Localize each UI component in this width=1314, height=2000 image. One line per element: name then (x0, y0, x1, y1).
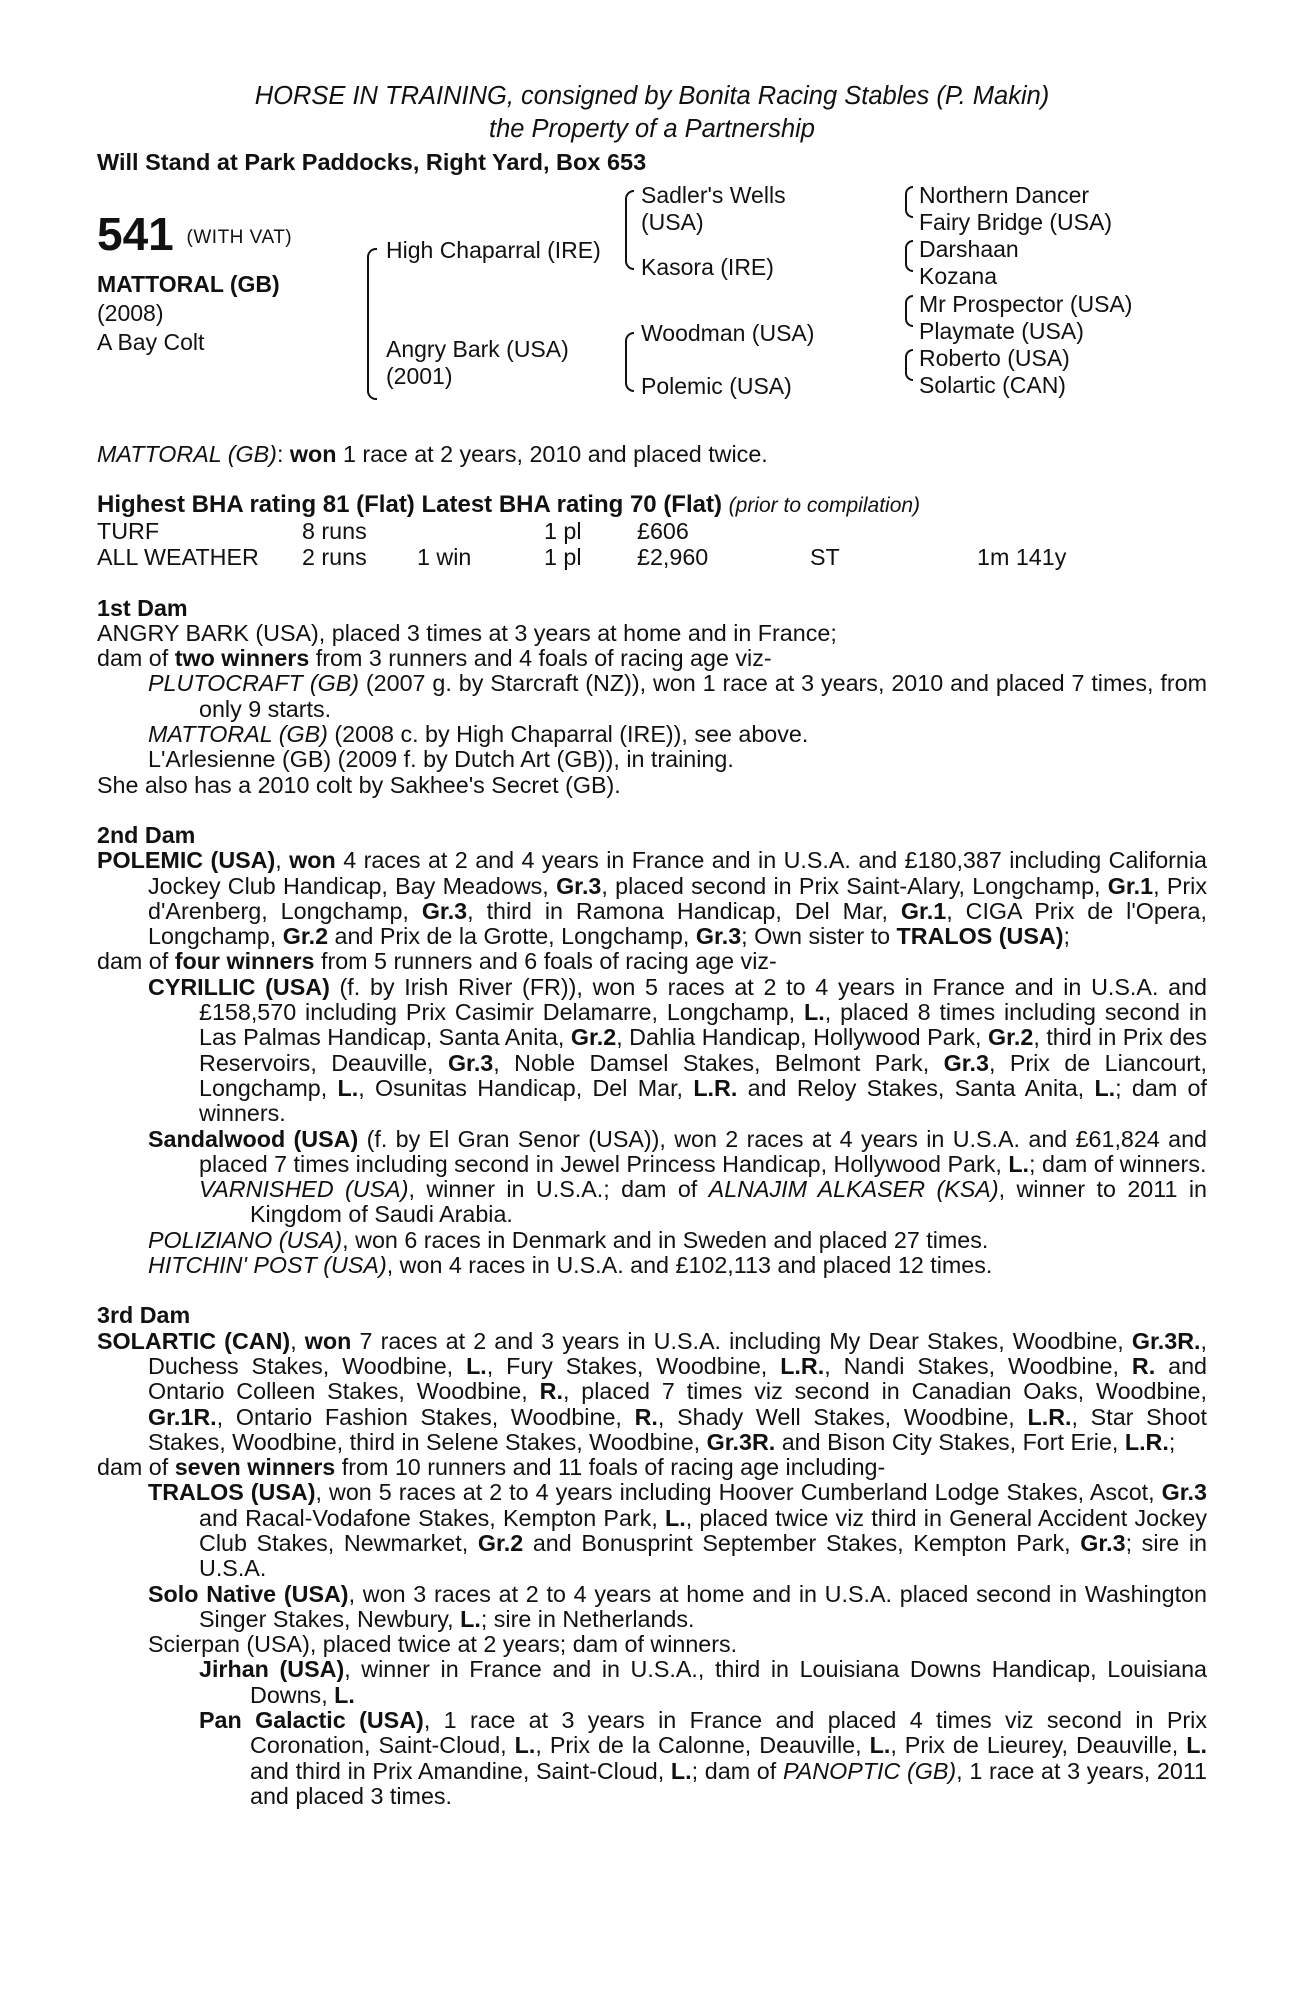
second-dam-foal-poliziano: POLIZIANO (USA), won 6 races in Denmark and in Sweden and placed 27 times. (148, 1226, 989, 1253)
pedigree-bracket-g2 (905, 240, 913, 272)
third-dam-foal-scierpan: Scierpan (USA), placed twice at 2 years; dam of winners. (148, 1631, 738, 1658)
dam-name: Angry Bark (USA) (386, 336, 569, 362)
ggsire-1: Northern Dancer (919, 182, 1090, 208)
pedigree-bracket-dam (625, 332, 634, 392)
bha-rating: Highest BHA rating 81 (Flat) Latest BHA rating 70 (Flat) (prior to compilation) (97, 491, 921, 519)
first-dam-intro: ANGRY BARK (USA), placed 3 times at 3 years at home and in France; (97, 619, 837, 646)
second-dam-foal-cyrillic: CYRILLIC (USA) (f. by Irish River (FR)), won 5 races at 2 to 4 years in France and in U.S.A. and £158,570 including Prix Casimir Delamarre, Longchamp, L., placed 8 times including second in Las Palmas Handicap, Santa Anita, Gr.2, Dahlia Handicap, Hollywood Park, Gr.2, third in Prix des Reservoirs, Deauville, Gr.3, Noble Damsel Stakes, Belmont Park, Gr.3, Prix de Liancourt, Longchamp, L., Osunitas Handicap, Del Mar, L.R. and Reloy Stakes, Santa Anita, L.; dam of winners. (148, 973, 1207, 1127)
ggsire-2: Darshaan (919, 236, 1019, 262)
sire-sire-line2: (USA) (641, 209, 704, 235)
horse-description: A Bay Colt (97, 328, 205, 355)
lot-number: 541 (WITH VAT) (97, 208, 293, 260)
first-dam-foal-plutocraft: PLUTOCRAFT (GB) (2007 g. by Starcraft (NZ)), won 1 race at 3 years, 2010 and placed 7 times, from only 9 starts. (148, 670, 1207, 722)
ggsire-4: Roberto (USA) (919, 345, 1070, 371)
sire-name: High Chaparral (IRE) (386, 237, 601, 263)
ggdam-3: Playmate (USA) (919, 318, 1084, 344)
pedigree-bracket-sire (625, 190, 634, 270)
sire-dam-name: Kasora (IRE) (641, 254, 774, 280)
third-dam-grandfoal-pan-galactic: Pan Galactic (USA), 1 race at 3 years in France and placed 4 times viz second in Prix Coronation, Saint-Cloud, L., Prix de la Calonne, Deauville, L., Prix de Lieurey, Deauville, L. and third in Prix Amandine, Saint-Cloud, L.; dam of PANOPTIC (GB), 1 race at 3 years, 2011 and placed 3 times. (199, 1707, 1208, 1809)
third-dam-foal-solo-native: Solo Native (USA), won 3 races at 2 to 4 years at home and in U.S.A. placed second in Washington Singer Stakes, Newbury, L.; sire in Netherlands. (148, 1580, 1208, 1632)
dam-year: (2001) (386, 363, 453, 389)
dam-dam-name: Polemic (USA) (641, 373, 792, 399)
record-row-all-weather: ALL WEATHER 2 runs 1 win 1 pl £2,960 ST 1m 141y (97, 543, 1067, 570)
consignor-line: HORSE IN TRAINING, consigned by Bonita Racing Stables (P. Makin) (254, 82, 1050, 110)
second-dam-foal-sandalwood: Sandalwood (USA) (f. by El Gran Senor (USA)), won 2 races at 4 years in U.S.A. and £61,824 and placed 7 times including second in Jewel Princess Handicap, Hollywood Park, L.; dam of winners. (148, 1125, 1207, 1177)
stand-line: Will Stand at Park Paddocks, Right Yard, Box 653 (97, 149, 647, 175)
record-row-turf: TURF 8 runs 1 pl £606 (97, 517, 689, 544)
third-dam-heading: 3rd Dam (97, 1302, 191, 1329)
ggsire-3: Mr Prospector (USA) (919, 291, 1133, 317)
third-dam-produce-summary: dam of seven winners from 10 runners and 11 foals of racing age including- (97, 1454, 886, 1481)
second-dam-foal-hitchin-post: HITCHIN' POST (USA), won 4 races in U.S.A. and £102,113 and placed 12 times. (148, 1252, 993, 1279)
ggdam-1: Fairy Bridge (USA) (919, 209, 1112, 235)
property-line: the Property of a Partnership (488, 115, 815, 143)
third-dam-solartic: SOLARTIC (CAN), won 7 races at 2 and 3 years in U.S.A. including My Dear Stakes, Woodbine, Gr.3R., Duchess Stakes, Woodbine, L., Fury Stakes, Woodbine, L.R., Nandi Stakes, Woodbine, R. and Ontario Colleen Stakes, Woodbine, R., placed 7 times viz second in Canadian Oaks, Woodbine, Gr.1R., Ontario Fashion Stakes, Woodbine, R., Shady Well Stakes, Woodbine, L.R., Star Shoot Stakes, Woodbine, third in Selene Stakes, Woodbine, Gr.3R. and Bison City Stakes, Fort Erie, L.R.; (97, 1327, 1207, 1455)
second-dam-polemic: POLEMIC (USA), won 4 races at 2 and 4 years in France and in U.S.A. and £180,387 including California Jockey Club Handicap, Bay Meadows, Gr.3, placed second in Prix Saint-Alary, Longchamp, Gr.1, Prix d'Arenberg, Longchamp, Gr.3, third in Ramona Handicap, Del Mar, Gr.1, CIGA Prix de l'Opera, Longchamp, Gr.2 and Prix de la Grotte, Longchamp, Gr.3; Own sister to TRALOS (USA); (97, 847, 1207, 950)
foaling-year: (2008) (97, 299, 164, 326)
pedigree-bracket-g4 (905, 349, 913, 381)
sire-sire-line1: Sadler's Wells (641, 182, 786, 208)
ggdam-2: Kozana (919, 263, 998, 289)
catalogue-page (97, 80, 1208, 1809)
first-dam-produce-summary: dam of two winners from 3 runners and 4 foals of racing age viz- (97, 645, 772, 672)
pedigree-bracket-g3 (905, 295, 913, 327)
catalogue-body (97, 442, 1207, 1809)
vat-label: (WITH VAT) (186, 226, 293, 248)
third-dam-foal-tralos: TRALOS (USA), won 5 races at 2 to 4 years including Hoover Cumberland Lodge Stakes, Ascot, Gr.3 and Racal-Vodafone Stakes, Kempton Park, L., placed twice viz third in General Accident Jockey Club Stakes, Newmarket, Gr.2 and Bonusprint September Stakes, Kempton Park, Gr.3; sire in U.S.A. (148, 1479, 1207, 1582)
lot-block (97, 208, 347, 357)
pedigree-bracket-main (367, 248, 377, 400)
pedigree-bracket-g1 (905, 186, 913, 218)
dam-sire-name: Woodman (USA) (641, 320, 815, 346)
first-dam-foal-mattoral: MATTORAL (GB) (2008 c. by High Chaparral (IRE)), see above. (148, 721, 809, 748)
first-dam-also: She also has a 2010 colt by Sakhee's Secret (GB). (97, 771, 621, 798)
race-summary: MATTORAL (GB): won 1 race at 2 years, 2010 and placed twice. (97, 441, 768, 467)
second-dam-produce-summary: dam of four winners from 5 runners and 6 foals of racing age viz- (97, 948, 777, 975)
horse-name: MATTORAL (GB) (97, 270, 280, 297)
first-dam-heading: 1st Dam (97, 594, 188, 621)
third-dam-grandfoal-jirhan: Jirhan (USA), winner in France and in U.S.A., third in Louisiana Downs Handicap, Louisiana Downs, L. (199, 1656, 1207, 1708)
first-dam-foal-larlesienne: L'Arlesienne (GB) (2009 f. by Dutch Art (GB)), in training. (148, 746, 734, 773)
ggdam-4: Solartic (CAN) (919, 372, 1066, 398)
second-dam-grandfoal-varnished: VARNISHED (USA), winner in U.S.A.; dam of ALNAJIM ALKASER (KSA), winner to 2011 in Kingdom of Saudi Arabia. (199, 1176, 1207, 1228)
second-dam-heading: 2nd Dam (97, 821, 196, 848)
